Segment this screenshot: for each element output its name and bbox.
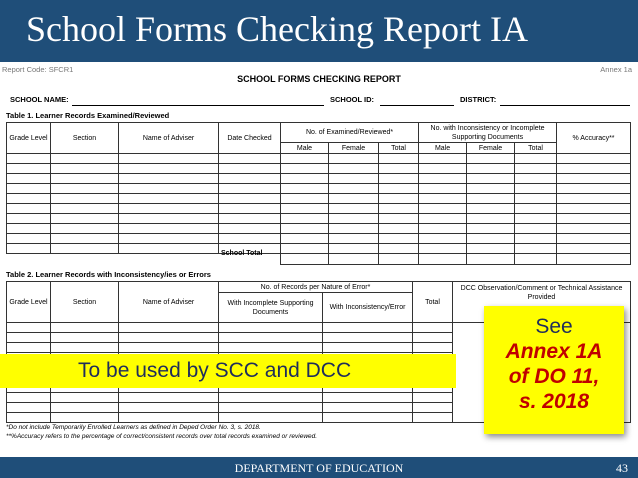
school-name-label: SCHOOL NAME:	[10, 95, 69, 104]
t1-school-total-row	[7, 254, 631, 265]
t1-row	[7, 154, 631, 164]
t1-header-accuracy: % Accuracy**	[557, 123, 631, 154]
annex-label: Annex 1a	[600, 65, 632, 74]
t1-row	[7, 234, 631, 244]
slide-title: School Forms Checking Report IA	[26, 9, 528, 49]
t1-header-inconsistency: No. with Inconsistency or Incomplete Supporting Documents	[419, 123, 557, 143]
scc-dcc-banner	[0, 354, 456, 388]
footnote-1: *Do not include Temporarily Enrolled Learners as defined in Deped Order No. 3, s. 2018.	[6, 424, 261, 431]
t1-row	[7, 194, 631, 204]
table2-caption: Table 2. Learner Records with Inconsistency/ies or Errors	[6, 270, 211, 279]
school-id-label: SCHOOL ID:	[330, 95, 375, 104]
report-code: Report Code: SFCR1	[2, 65, 74, 74]
t1-sub-total-2: Total	[515, 143, 557, 154]
t2-header-dcc: DCC Observation/Comment or Technical Assistance Provided	[453, 282, 631, 323]
t1-header-section: Section	[51, 123, 119, 154]
t1-header-examined: No. of Examined/Reviewed*	[281, 123, 419, 143]
t1-row	[7, 214, 631, 224]
footnote-2: **%Accuracy refers to the percentage of correct/consistent records over total records examined or reviewed.	[6, 433, 318, 440]
t1-sub-male: Male	[281, 143, 329, 154]
year-ref-text: s. 2018	[518, 390, 590, 413]
t2-header-grade: Grade Level	[7, 282, 51, 323]
t1-header-date: Date Checked	[219, 123, 281, 154]
t1-row	[7, 184, 631, 194]
t1-row	[7, 224, 631, 234]
t2-header-nature: No. of Records per Nature of Error*	[219, 282, 413, 293]
t2-header-adviser: Name of Adviser	[119, 282, 219, 323]
district-line	[500, 105, 630, 106]
table1-learner-records	[6, 122, 631, 265]
t1-header-grade: Grade Level	[7, 123, 51, 154]
t1-row	[7, 164, 631, 174]
annex-reference-callout	[484, 306, 624, 434]
t1-sub-male-2: Male	[419, 143, 467, 154]
t2-header-section: Section	[51, 282, 119, 323]
slide-title-bar	[0, 0, 638, 62]
do-ref-text: of DO 11,	[508, 365, 600, 388]
t1-sub-female: Female	[329, 143, 379, 154]
school-id-line	[380, 105, 454, 106]
school-total-label: School Total	[221, 250, 263, 257]
t1-row	[7, 174, 631, 184]
school-name-line	[72, 105, 324, 106]
see-text: See	[535, 315, 573, 338]
table1-caption: Table 1. Learner Records Examined/Reviewed	[6, 111, 170, 120]
t2-header-incomplete: With Incomplete Supporting Documents	[219, 293, 323, 323]
annex-ref-text: Annex 1A	[505, 340, 603, 363]
t1-row	[7, 244, 631, 254]
district-label: DISTRICT:	[460, 95, 497, 104]
slide-footer	[0, 457, 638, 478]
t1-sub-female-2: Female	[467, 143, 515, 154]
t2-header-total: Total	[413, 282, 453, 323]
banner-text: To be used by SCC and DCC	[78, 359, 352, 382]
footer-department: DEPARTMENT OF EDUCATION	[234, 461, 404, 475]
t1-header-adviser: Name of Adviser	[119, 123, 219, 154]
document-title: SCHOOL FORMS CHECKING REPORT	[237, 74, 401, 84]
page-number: 43	[616, 461, 628, 475]
t1-row	[7, 204, 631, 214]
t2-header-with-inconsistency: With Inconsistency/Error	[323, 293, 413, 323]
t1-sub-total: Total	[379, 143, 419, 154]
